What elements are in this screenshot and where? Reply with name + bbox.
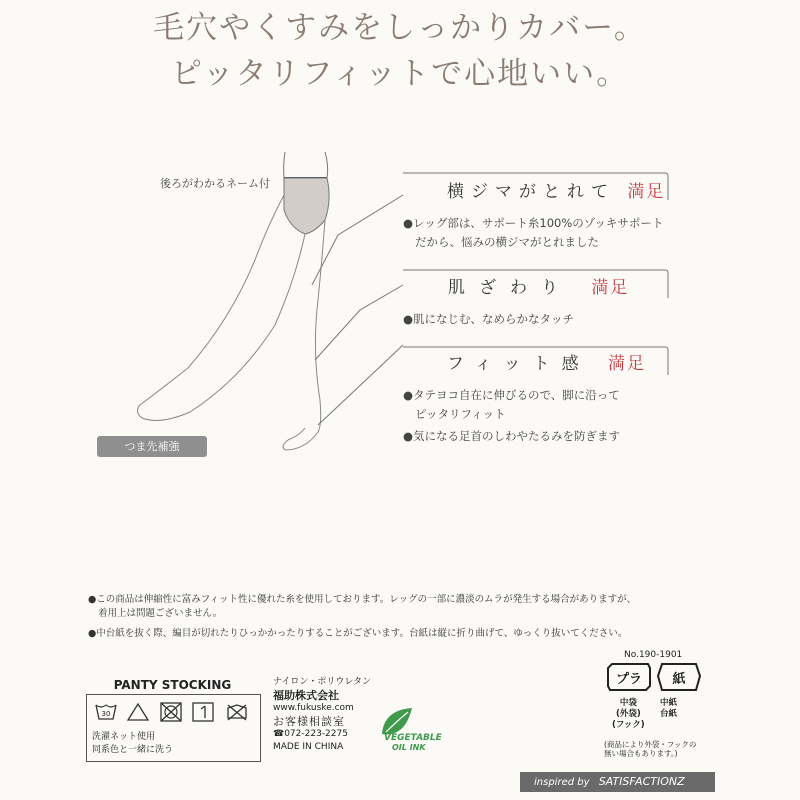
feature-2-satisfied: 満足 (591, 278, 630, 298)
company-url: www.fukuske.com (273, 703, 354, 713)
feature-2-title-text: 肌ざわり (448, 278, 572, 298)
consult-label: お客様相談室 (273, 715, 345, 728)
note-2: ●中台紙を抜く際、編目が切れたりひっかかったりすることがございます。台紙は縦に折り曲げて、ゆっくり抜いてください。 (88, 628, 628, 639)
recycle-note-2: 無い場合もあります。) (604, 749, 678, 758)
recycle-icons (604, 660, 704, 692)
hang-dry-icon (191, 701, 215, 723)
made-in: MADE IN CHINA (273, 742, 344, 752)
feature-1-title (447, 177, 665, 202)
paper-label: 紙 (672, 672, 686, 687)
brand-name-a: SATIS (598, 775, 630, 788)
feature-2-bullet-1: ●肌になじむ、なめらかなタッチ (403, 312, 575, 326)
brand-name-b: FACTIONZ (629, 775, 685, 788)
headline-line-1: 毛穴やくすみをしっかりカバー。 (153, 10, 647, 46)
company-name: 福助株式会社 (273, 689, 339, 702)
no-tumble-dry-icon (159, 701, 183, 723)
recycle-col-2 (660, 698, 677, 720)
bleach-ok-icon (126, 701, 150, 723)
company-block (273, 676, 371, 754)
feature-1-bullet-2: だから、悩みの横ジマがとれました (415, 235, 599, 249)
headline-line-2: ピッタリフィットで心地いい。 (170, 56, 630, 92)
material: ナイロン・ポリウレタン (273, 677, 372, 687)
wash-temp: 30 (101, 710, 111, 718)
veg-line-1: VEGETABLE (384, 733, 442, 743)
col1-line2: (外袋) (615, 709, 641, 719)
care-label (86, 694, 261, 762)
feature-3-bullet-1: ●タテヨコ自在に伸びるので、脚に沿って (403, 388, 620, 402)
care-title: PANTY STOCKING (113, 678, 232, 692)
col1-line3: (フック) (612, 720, 645, 730)
wash-30-icon (94, 701, 118, 723)
pla-label: プラ (615, 672, 643, 687)
brand-prefix: inspired by (534, 777, 590, 788)
plastic-recycle-icon (608, 664, 650, 690)
col2-line2: 台紙 (660, 709, 678, 719)
feature-3-bullet-2: ピッタリフィット (415, 407, 506, 421)
feature-3-satisfied: 満足 (608, 354, 647, 374)
col2-line1: 中紙 (660, 698, 678, 708)
note-1-cont: 着用上は問題ございません。 (98, 608, 223, 619)
feature-3-title (447, 349, 646, 374)
recycle-marks (604, 650, 704, 758)
no-dry-clean-icon (225, 701, 249, 723)
veg-line-2: OIL INK (392, 743, 426, 752)
feature-1-bullet-1: ●レッグ部は、サポート糸100%のゾッキサポート (403, 216, 664, 230)
feature-1-satisfied: 満足 (627, 182, 666, 202)
brand-bar (520, 772, 715, 792)
care-line-2: 同系色と一緒に洗う (92, 745, 174, 755)
phone-number: ☎072-223-2275 (273, 729, 348, 739)
recycle-col-1 (612, 698, 645, 731)
name-tag-label: 後ろがわかるネーム付 (160, 177, 270, 190)
col1-line1: 中袋 (619, 698, 637, 708)
recycle-note-1: (商品により外袋・フックの (604, 740, 697, 749)
feature-1-title-text: 横ジマがとれて (447, 182, 615, 202)
paper-recycle-icon (658, 664, 700, 690)
feature-3-bullet-3: ●気になる足首のしわやたるみを防ぎます (403, 429, 621, 443)
product-number: No.190-1901 (624, 650, 683, 660)
feature-2-title (448, 273, 629, 298)
feature-3-title-text: フィット感 (447, 354, 591, 374)
toe-label: つま先補強 (97, 436, 207, 457)
note-1: ●この商品は伸縮性に富みフィット性に優れた糸を使用しております。レッグの一部に濃淡のムラが発生する場合がありますが、 (88, 594, 637, 605)
vegetable-oil-ink-logo (378, 704, 452, 754)
care-line-1: 洗濯ネット使用 (92, 732, 156, 742)
